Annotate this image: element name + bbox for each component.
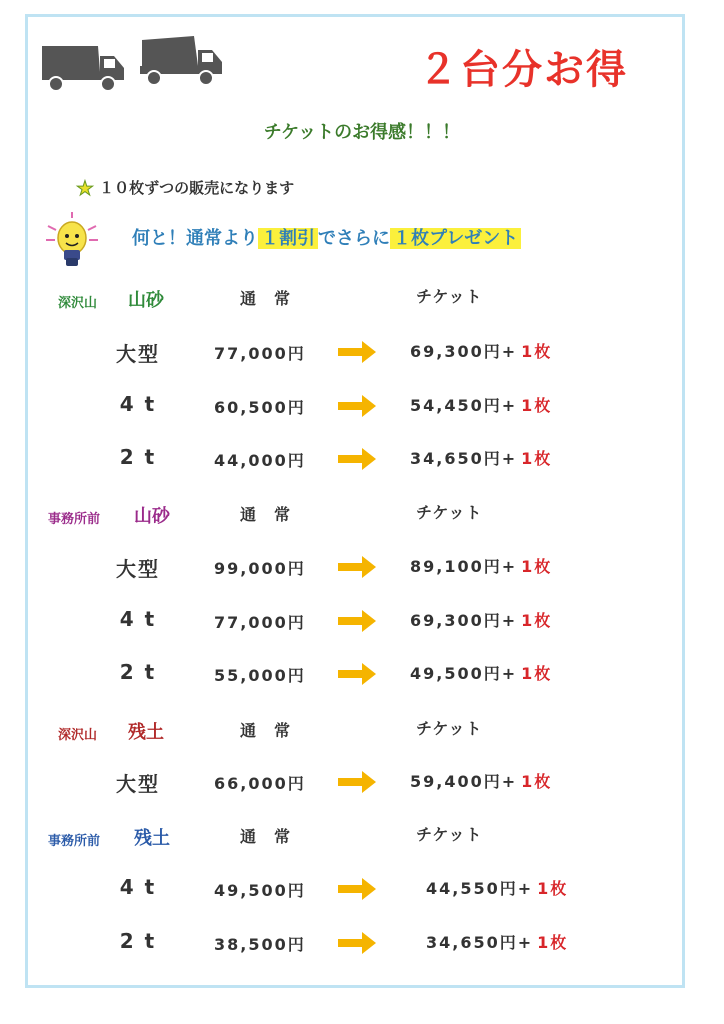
ticket-price — [410, 446, 552, 469]
ticket-price-value: 69,300円+ — [410, 342, 518, 361]
right-arrow-icon — [338, 771, 376, 793]
regular-price: 55,000円 — [214, 666, 306, 685]
truck-size: 2 t — [119, 660, 157, 684]
bonus-ticket: 1枚 — [537, 933, 569, 952]
ticket-price-value: 34,650円+ — [410, 449, 518, 468]
ticket-price — [410, 554, 552, 577]
right-arrow-icon — [338, 448, 376, 470]
right-arrow-icon — [338, 610, 376, 632]
ticket-price-header: チケット — [416, 719, 483, 738]
star-icon: ★ — [76, 176, 94, 200]
bonus-ticket: 1枚 — [521, 396, 553, 415]
ticket-price-value: 54,450円+ — [410, 396, 518, 415]
bonus-ticket: 1枚 — [521, 449, 553, 468]
right-arrow-icon — [338, 932, 376, 954]
ticket-price — [410, 393, 552, 416]
ticket-price — [410, 769, 552, 792]
truck-size: 大型 — [116, 557, 160, 581]
promo-highlight-discount: １割引 — [258, 228, 318, 249]
section-material: 残土 — [134, 828, 170, 849]
section-location: 事務所前 — [48, 512, 101, 527]
truck-size: 大型 — [116, 772, 160, 796]
section-material: 山砂 — [128, 290, 164, 311]
bonus-ticket: 1枚 — [521, 664, 553, 683]
truck-size: 4 t — [119, 607, 157, 631]
section-material: 山砂 — [134, 506, 170, 527]
ticket-price-header: チケット — [416, 825, 483, 844]
regular-price: 66,000円 — [214, 774, 306, 793]
ticket-price — [410, 339, 552, 362]
truck-size: 2 t — [119, 445, 157, 469]
bonus-ticket: 1枚 — [521, 557, 553, 576]
promo-highlight-gift: １枚プレゼント — [390, 228, 521, 249]
right-arrow-icon — [338, 663, 376, 685]
bonus-ticket: 1枚 — [537, 879, 569, 898]
bonus-ticket: 1枚 — [521, 611, 553, 630]
ticket-price — [410, 608, 552, 631]
regular-price: 77,000円 — [214, 613, 306, 632]
truck-size: 4 t — [119, 875, 157, 899]
headline: ２台分お得 — [418, 47, 628, 93]
ticket-price — [426, 876, 568, 899]
regular-price-header: 通 常 — [240, 289, 292, 308]
ticket-price-header: チケット — [416, 503, 483, 522]
regular-price: 49,500円 — [214, 881, 306, 900]
ticket-price-header: チケット — [416, 287, 483, 306]
page-border — [25, 14, 685, 988]
ticket-price-value: 49,500円+ — [410, 664, 518, 683]
ticket-price — [410, 661, 552, 684]
right-arrow-icon — [338, 878, 376, 900]
truck-size: 2 t — [119, 929, 157, 953]
ticket-price-value: 69,300円+ — [410, 611, 518, 630]
regular-price: 60,500円 — [214, 398, 306, 417]
dump-truck-icon — [40, 42, 126, 92]
truck-size: 4 t — [119, 392, 157, 416]
note-text: １０枚ずつの販売になります — [99, 179, 295, 197]
ticket-price-value: 44,550円+ — [426, 879, 534, 898]
ticket-price-value: 34,650円+ — [426, 933, 534, 952]
right-arrow-icon — [338, 341, 376, 363]
promo-text-1: 何と！通常より — [132, 228, 258, 249]
regular-price: 99,000円 — [214, 559, 306, 578]
regular-price-header: 通 常 — [240, 827, 292, 846]
subtitle: チケットのお得感！！！ — [263, 122, 461, 143]
bonus-ticket: 1枚 — [521, 772, 553, 791]
section-location: 深沢山 — [58, 728, 98, 743]
section-location: 事務所前 — [48, 834, 101, 849]
section-material: 残土 — [128, 722, 164, 743]
bonus-ticket: 1枚 — [521, 342, 553, 361]
ticket-price — [426, 930, 568, 953]
dump-truck-icon — [138, 34, 224, 86]
ticket-price-value: 59,400円+ — [410, 772, 518, 791]
regular-price-header: 通 常 — [240, 721, 292, 740]
regular-price-header: 通 常 — [240, 505, 292, 524]
regular-price: 77,000円 — [214, 344, 306, 363]
regular-price: 38,500円 — [214, 935, 306, 954]
ticket-price-value: 89,100円+ — [410, 557, 518, 576]
right-arrow-icon — [338, 556, 376, 578]
right-arrow-icon — [338, 395, 376, 417]
promo-banner — [132, 224, 521, 250]
regular-price: 44,000円 — [214, 451, 306, 470]
truck-size: 大型 — [116, 342, 160, 366]
lightbulb-character-icon — [44, 210, 100, 272]
note — [76, 176, 294, 200]
section-location: 深沢山 — [58, 296, 98, 311]
promo-text-2: でさらに — [318, 228, 390, 249]
